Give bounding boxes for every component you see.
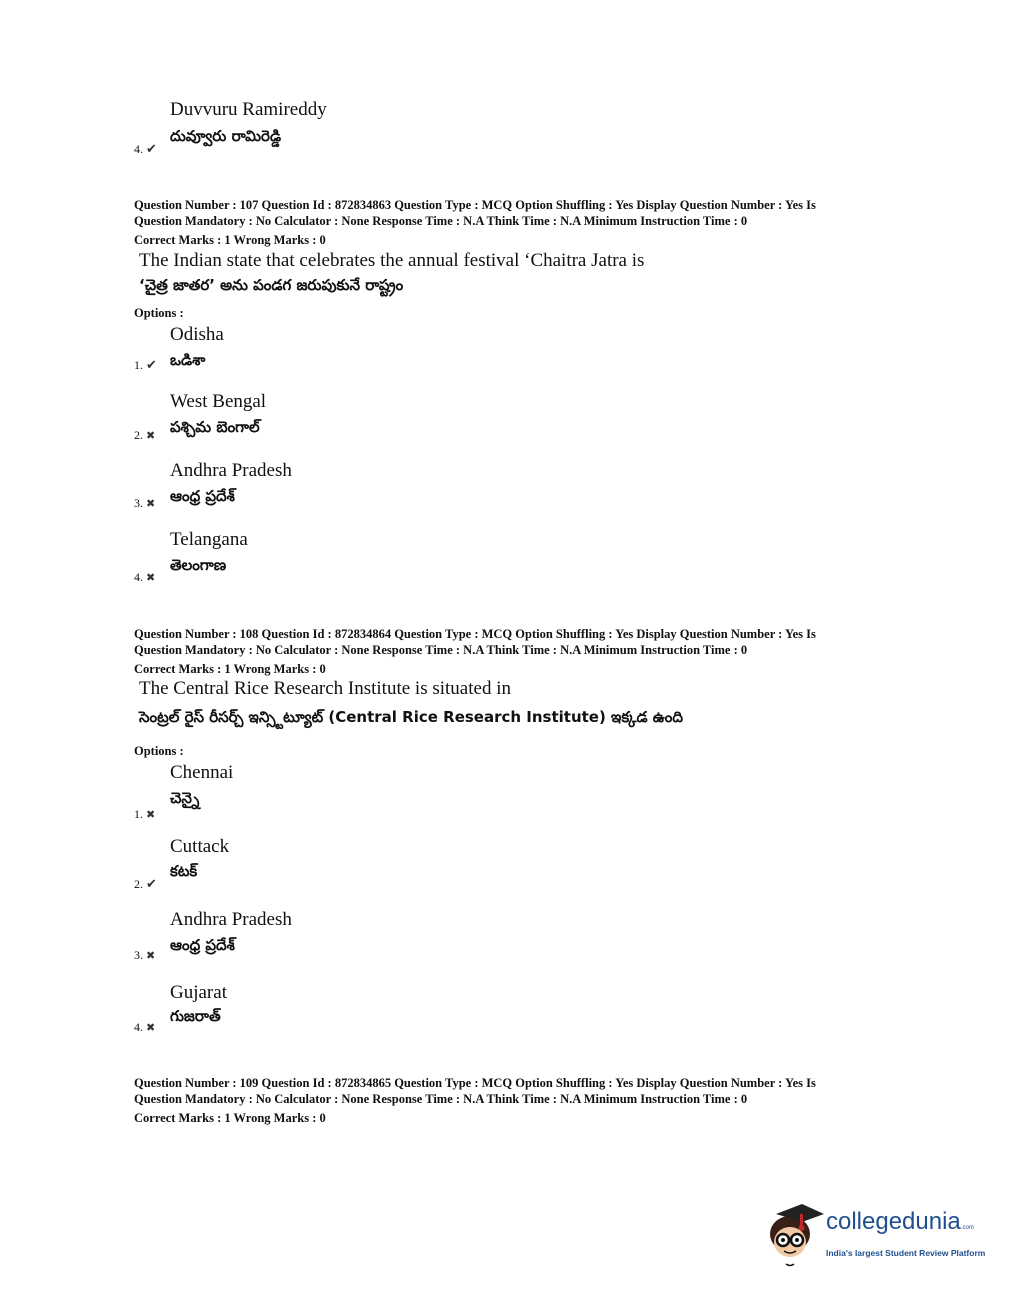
q107-option-4-marker — [134, 568, 155, 586]
q108-option-1-english: Chennai — [170, 762, 234, 783]
option-number: 2. — [134, 428, 143, 442]
q108-option-4-telugu: గుజరాత్ — [170, 1007, 221, 1025]
collegedunia-logo — [766, 1200, 996, 1272]
mascot-icon — [766, 1200, 826, 1270]
q107-option-3-marker — [134, 494, 155, 512]
correct-check-icon: ✔ — [146, 876, 157, 891]
option-number: 2. — [134, 877, 143, 891]
q107-option-1-marker — [134, 356, 157, 374]
q107-question-telugu: ‘చైత్ర జాతర’ అను పండగ జరుపుకునే రాష్ట్రం — [139, 276, 404, 294]
q107-option-4-english: Telangana — [170, 529, 248, 550]
option-number: 4. — [134, 142, 143, 156]
q107-meta-line-2: Question Mandatory : No Calculator : None Response Time : N.A Think Time : N.A Minimum Instruction Time : 0 — [134, 214, 748, 228]
q107-option-3-telugu: ఆంధ్ర ప్రదేశ్ — [170, 487, 235, 505]
q108-option-2-marker — [134, 875, 157, 893]
q107-option-1-english: Odisha — [170, 324, 224, 345]
q108-option-1-marker — [134, 805, 155, 823]
option-number: 1. — [134, 358, 143, 372]
correct-check-icon: ✔ — [146, 357, 157, 372]
q109-meta-line-3: Correct Marks : 1 Wrong Marks : 0 — [134, 1111, 326, 1125]
q108-option-3-marker — [134, 946, 155, 964]
logo-name: collegedunia — [826, 1208, 961, 1235]
q108-meta-line-1: Question Number : 108 Question Id : 872834864 Question Type : MCQ Option Shuffling : Yes Display Question Number : Yes Is — [134, 627, 816, 641]
q107-option-2-telugu: పశ్చిమ బెంగాల్ — [170, 418, 260, 436]
q109-meta-line-1: Question Number : 109 Question Id : 872834865 Question Type : MCQ Option Shuffling : Yes Display Question Number : Yes Is — [134, 1076, 816, 1090]
q108-question-telugu: సెంట్రల్ రైస్ రీసర్చ్ ఇన్స్టిట్యూట్ (Central Rice Research Institute) ఇక్కడ ఉంది — [139, 708, 683, 726]
q107-option-2-marker — [134, 426, 155, 444]
option-number: 3. — [134, 496, 143, 510]
q106-option-4-marker — [134, 140, 157, 158]
q108-option-4-marker — [134, 1018, 155, 1036]
q108-option-3-telugu: ఆంధ్ర ప్రదేశ్ — [170, 936, 235, 954]
q108-meta-line-3: Correct Marks : 1 Wrong Marks : 0 — [134, 662, 326, 676]
wrong-cross-icon: ✖ — [146, 1022, 156, 1034]
q108-option-3-english: Andhra Pradesh — [170, 909, 292, 930]
correct-check-icon: ✔ — [146, 141, 157, 156]
q108-meta-line-2: Question Mandatory : No Calculator : None Response Time : N.A Think Time : N.A Minimum Instruction Time : 0 — [134, 643, 748, 657]
q108-option-1-telugu: చెన్నై — [170, 789, 200, 807]
q109-meta-line-2: Question Mandatory : No Calculator : None Response Time : N.A Think Time : N.A Minimum Instruction Time : 0 — [134, 1092, 748, 1106]
q107-option-4-telugu: తెలంగాణ — [170, 556, 227, 574]
wrong-cross-icon: ✖ — [146, 950, 156, 962]
wrong-cross-icon: ✖ — [146, 430, 156, 442]
q107-option-2-english: West Bengal — [170, 391, 267, 412]
q107-meta-line-1: Question Number : 107 Question Id : 872834863 Question Type : MCQ Option Shuffling : Yes Display Question Number : Yes Is — [134, 198, 816, 212]
q106-option-4-telugu: దువ్వూరు రామిరెడ్డి — [170, 127, 282, 145]
q107-option-1-telugu: ఒడిశా — [170, 351, 206, 369]
logo-wordmark — [826, 1208, 974, 1236]
logo-tagline: India's largest Student Review Platform — [826, 1248, 986, 1258]
q107-option-3-english: Andhra Pradesh — [170, 460, 292, 481]
q107-meta-line-3: Correct Marks : 1 Wrong Marks : 0 — [134, 233, 326, 247]
wrong-cross-icon: ✖ — [146, 809, 156, 821]
option-number: 1. — [134, 807, 143, 821]
q108-option-2-english: Cuttack — [170, 836, 230, 857]
q107-question-english: The Indian state that celebrates the annual festival ‘Chaitra Jatra is — [139, 250, 645, 271]
wrong-cross-icon: ✖ — [146, 498, 156, 510]
option-number: 4. — [134, 1020, 143, 1034]
logo-suffix: .com — [960, 1225, 974, 1231]
q108-options-label: Options : — [134, 744, 184, 758]
option-number: 4. — [134, 570, 143, 584]
q106-option-4-english: Duvvuru Ramireddy — [170, 99, 327, 120]
q108-option-4-english: Gujarat — [170, 982, 227, 1003]
q107-options-label: Options : — [134, 306, 184, 320]
option-number: 3. — [134, 948, 143, 962]
q108-option-2-telugu: కటక్ — [170, 862, 198, 880]
q108-question-english: The Central Rice Research Institute is situated in — [139, 678, 511, 699]
wrong-cross-icon: ✖ — [146, 572, 156, 584]
